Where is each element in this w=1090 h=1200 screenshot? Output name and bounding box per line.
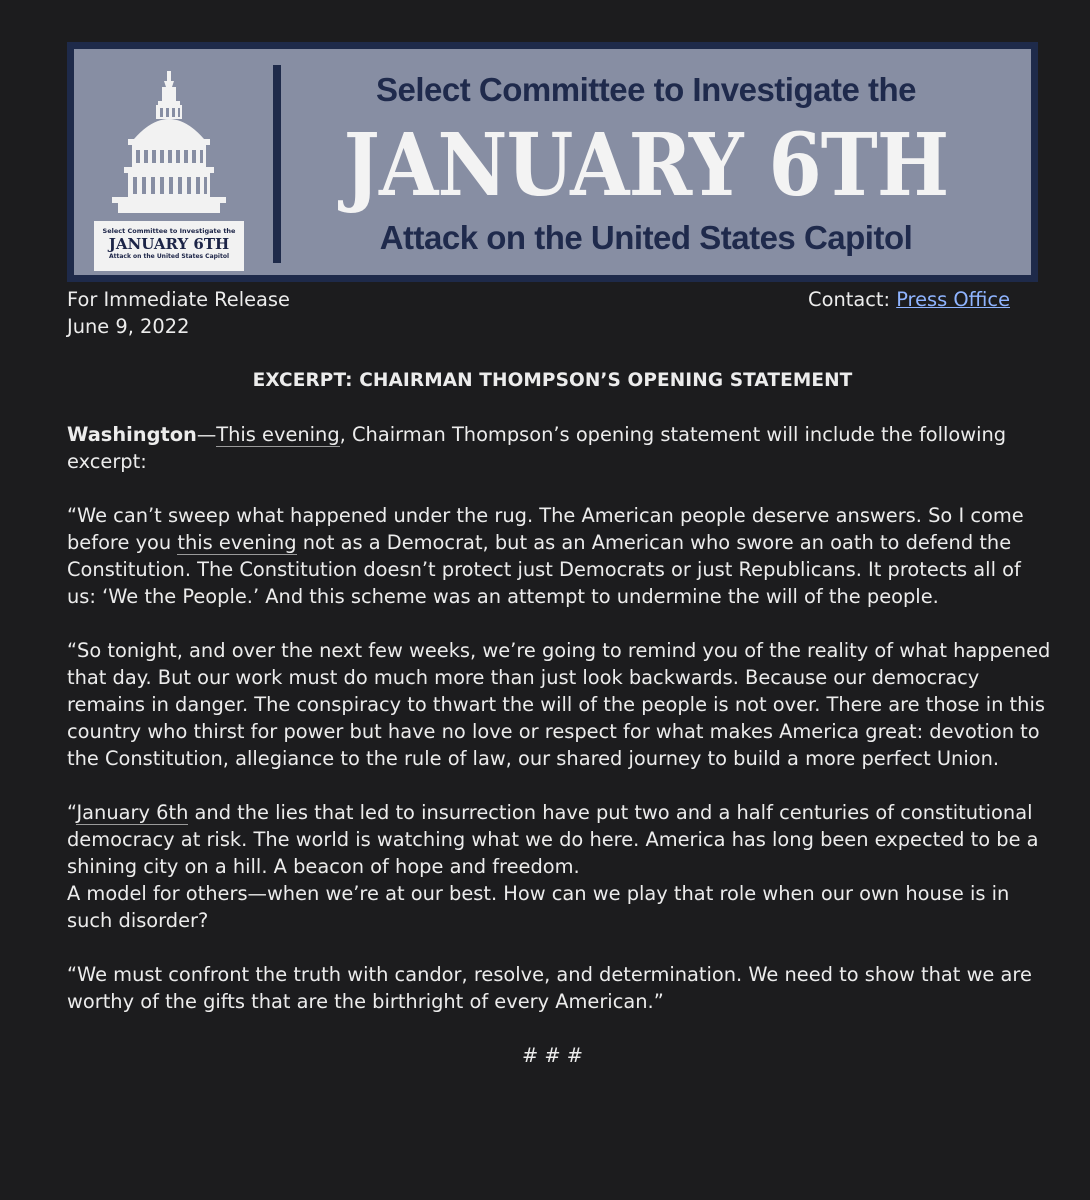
dateline-dash: — — [196, 423, 217, 446]
this-evening-link-2[interactable]: this evening — [177, 531, 297, 554]
banner-title: JANUARY 6TH — [343, 115, 949, 216]
logo-line2: JANUARY 6TH — [108, 235, 230, 253]
p1-text-a: “We can’t sweep what happened under the rug. The American people deserve answers. So I come before you — [67, 504, 1024, 554]
logo-line3: Attack on the United States Capitol — [108, 253, 230, 260]
intro-paragraph — [67, 421, 1052, 475]
banner-divider — [273, 65, 281, 263]
capitol-dome-icon — [84, 59, 254, 224]
headline: EXCERPT: CHAIRMAN THOMPSON’S OPENING STATEMENT — [252, 370, 853, 391]
paragraph-3 — [67, 799, 1052, 934]
contact-label: Contact: — [808, 288, 891, 311]
paragraph-1 — [67, 502, 1052, 610]
banner-panel — [74, 49, 1031, 275]
p3-quote: “ — [67, 801, 77, 824]
intro-rest: , Chairman Thompson’s opening statement will include the following excerpt: — [67, 423, 1007, 473]
this-evening-link[interactable]: This evening — [216, 423, 340, 446]
release-block — [67, 286, 290, 340]
january-6th-link[interactable]: January 6th — [76, 801, 189, 824]
press-office-link[interactable]: Press Office — [896, 288, 1010, 311]
release-label: For Immediate Release — [67, 288, 290, 311]
p3-text-b: A model for others—when we’re at our best. How can we play that role when our own house is in such disorder? — [67, 882, 1010, 932]
paragraph-4: “We must confront the truth with candor, resolve, and determination. We need to show that we are worthy of the gifts that are the birthright of every American.” — [67, 963, 1032, 1013]
banner-line3: Attack on the United States Capitol — [379, 219, 913, 256]
end-mark: # # # — [521, 1044, 584, 1067]
p1-text-b: not as a Democrat, but as an American who swore an oath to defend the Constitution. The Constitution doesn’t protect just Democrats or just Republicans. It protects all of us: ‘We the People.’ And this scheme was an attempt to undermine the will of the people. — [67, 531, 1021, 608]
statement-body — [67, 421, 1052, 1069]
logo-plate — [94, 221, 244, 271]
committee-banner — [67, 42, 1038, 282]
contact-block — [808, 286, 1010, 313]
paragraph-2: “So tonight, and over the next few weeks, we’re going to remind you of the reality of what happened that day. But our work must do much more than just look backwards. Because our democracy remains in danger. The conspiracy to thwart the will of the people is not over. There are those in this country who thirst for power but have no love or respect for what makes America great: devotion to the Constitution, allegiance to the rule of law, our shared journey to build a more perfect Union. — [67, 639, 1051, 770]
banner-line1: Select Committee to Investigate the — [376, 71, 916, 108]
p3-text-a: and the lies that led to insurrection have put two and a half centuries of constitutional democracy at risk. The world is watching what we do here. America has long been expected to be a shining city on a hill. A beacon of hope and freedom. — [67, 801, 1039, 878]
logo-line1: Select Committee to Investigate the — [102, 227, 236, 235]
capitol-logo — [84, 59, 254, 267]
release-date: June 9, 2022 — [67, 315, 190, 338]
dateline: Washington — [67, 423, 197, 446]
